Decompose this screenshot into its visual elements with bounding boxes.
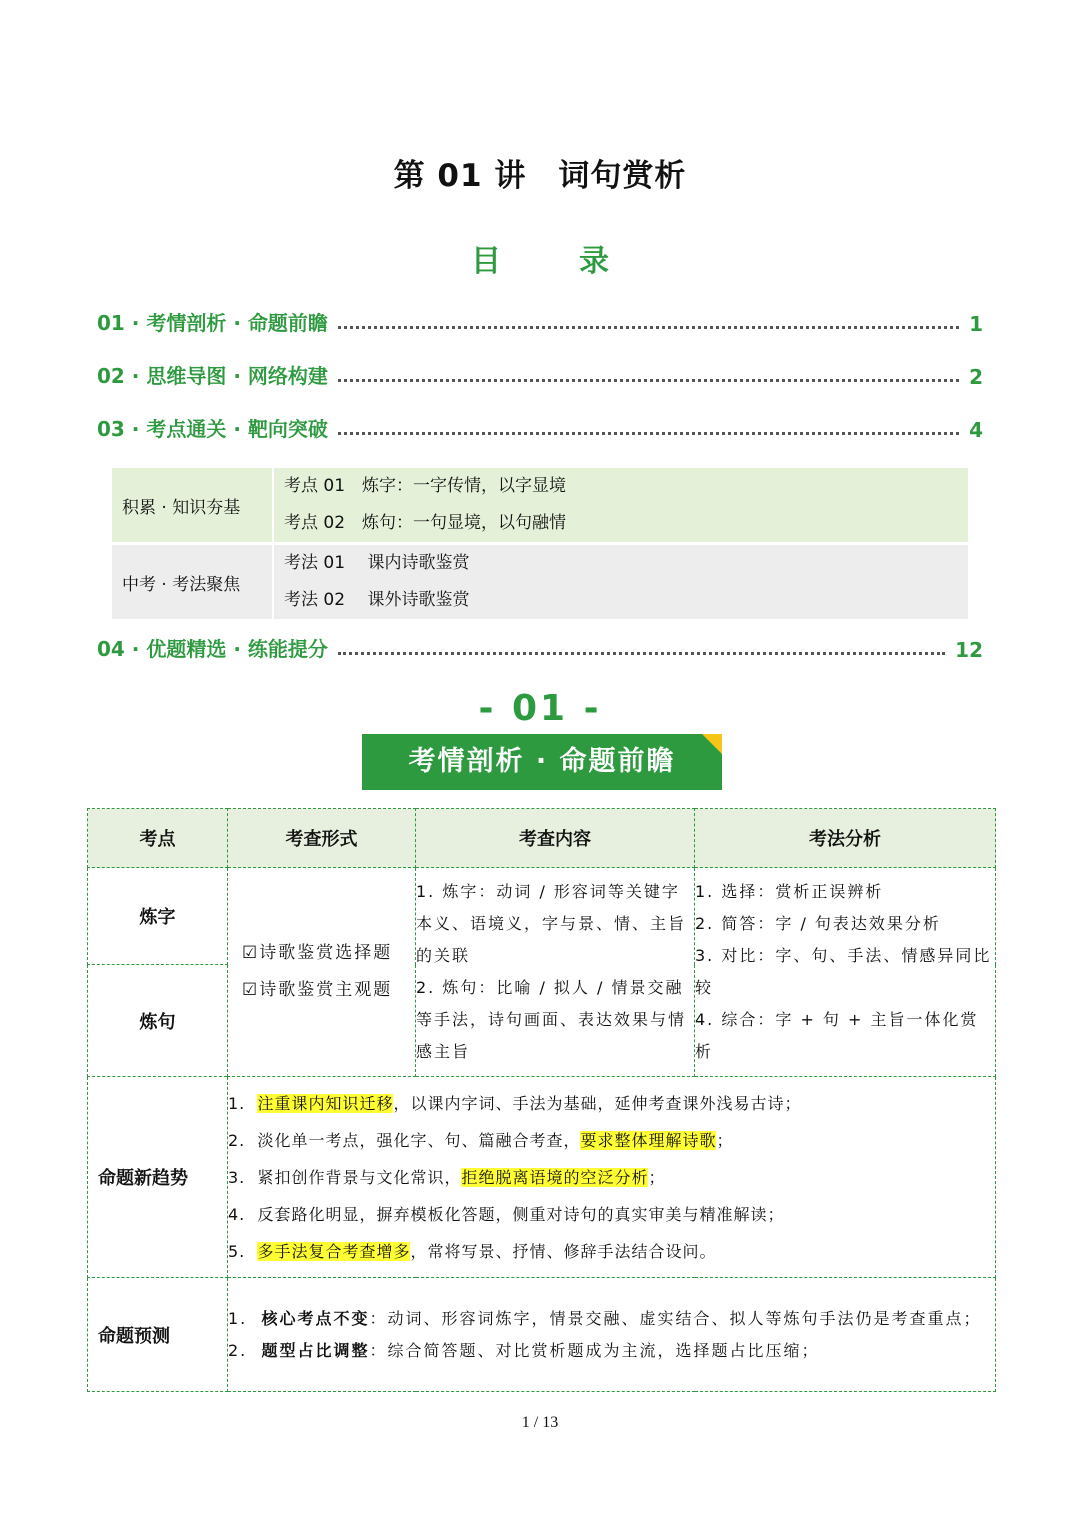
trend-highlight: 要求整体理解诗歌 [580,1130,717,1150]
form-item: ☑诗歌鉴赏主观题 [242,980,393,1000]
toc-entry-page: 2 [969,365,983,389]
table-row [88,868,996,965]
table-header: 考查形式 [228,809,416,868]
toc-entry-label: 02 · 思维导图 · 网络构建 [97,364,328,388]
table-header-row [88,809,996,868]
topic-cell: 炼句 [88,965,228,1077]
forms-cell [228,868,416,1077]
forecast-num: 2. [228,1340,248,1360]
toc-subitem[interactable]: 考法 02 课外诗歌鉴赏 [284,590,470,610]
trend-item [228,1122,995,1159]
trend-pre: 反套路化明显，摒弃模板化答题，侧重对诗句的真实审美与精准解读； [257,1204,785,1224]
toc-entry-01[interactable] [97,306,983,336]
toc-subitem[interactable]: 考点 02 炼句：一句显境，以句融情 [284,513,567,533]
section-number: - 01 - [478,688,602,729]
trend-rest: ； [716,1130,734,1150]
toc-entry-label: 03 · 考点通关 · 靶向突破 [97,417,328,441]
toc-entry-02[interactable] [97,359,983,389]
toc-subitem[interactable]: 考法 01 课内诗歌鉴赏 [284,553,470,573]
trend-highlight: 注重课内知识迁移 [257,1093,394,1113]
trend-highlight: 拒绝脱离语境的空泛分析 [461,1167,649,1187]
trend-item [228,1085,995,1122]
trend-num: 4. [228,1204,246,1224]
toc-leader-dots [338,379,959,382]
trend-item [228,1196,995,1233]
section-banner [362,734,722,790]
toc-entry-04[interactable] [97,632,983,662]
toc-subblock-items [272,468,968,542]
forecast-bold: 核心考点不变 [261,1308,370,1328]
toc-entry-03[interactable] [97,412,983,442]
content-item: 2. 炼句：比喻 / 拟人 / 情景交融等手法，诗句画面、表达效果与情感主旨 [416,978,687,1061]
banner-corner-decoration [702,734,722,754]
trend-num: 3. [228,1167,246,1187]
toc-entry-page: 4 [969,418,983,442]
trend-num: 2. [228,1130,246,1150]
trend-num: 1. [228,1093,246,1113]
forecast-label: 命题预测 [88,1278,228,1392]
forecast-rest: ：动词、形容词炼字，情景交融、虚实结合、拟人等炼句手法仍是考查重点； [369,1308,982,1328]
trend-label: 命题新趋势 [88,1077,228,1278]
toc-subblock-exam [112,545,968,619]
toc-entry-label: 01 · 考情剖析 · 命题前瞻 [97,311,328,335]
forecast-rest: ：综合简答题、对比赏析题成为主流，选择题占比压缩； [369,1340,820,1360]
page-title: 第 01 讲 词句赏析 [393,158,687,194]
section-banner-text: 考情剖析 · 命题前瞻 [408,746,676,777]
toc-leader-dots [338,326,959,329]
toc-heading: 目 录 [471,244,633,279]
forecast-num: 1. [228,1308,248,1328]
table-header: 考查内容 [416,809,695,868]
forecast-item [228,1303,995,1335]
analysis-item: 4. 综合：字 + 句 + 主旨一体化赏析 [695,1010,979,1061]
content-item: 1. 炼字：动词 / 形容词等关键字本义、语境义，字与景、情、主旨的关联 [416,882,687,965]
toc-leader-dots [338,652,945,655]
analysis-item: 3. 对比：字、句、手法、情感异同比较 [695,946,992,997]
forecast-cell [228,1278,996,1392]
trend-item [228,1233,995,1270]
forecast-item [228,1335,995,1367]
content-cell [416,868,695,1077]
toc-subitem[interactable]: 考点 01 炼字：一字传情，以字显境 [284,476,567,496]
toc-entry-page: 1 [969,312,983,336]
trend-num: 5. [228,1241,246,1261]
trends-cell [228,1077,996,1278]
toc-entry-label: 04 · 优题精选 · 练能提分 [97,637,328,661]
table-row-forecast [88,1278,996,1392]
trend-item [228,1159,995,1196]
table-row-trends [88,1077,996,1278]
analysis-cell [695,868,996,1077]
toc-subblock-category: 积累 · 知识夯基 [122,497,241,518]
trend-highlight: 多手法复合考查增多 [257,1241,411,1261]
table-header: 考点 [88,809,228,868]
trend-rest: ； [648,1167,666,1187]
toc-subblock-category: 中考 · 考法聚焦 [122,574,241,595]
trend-pre: 淡化单一考点，强化字、句、篇融合考查， [257,1130,581,1150]
page-number: 1 / 13 [521,1414,559,1431]
toc-entry-page: 12 [955,638,983,662]
trend-rest: ，常将写景、抒情、修辞手法结合设问。 [410,1241,717,1261]
analysis-item: 1. 选择：赏析正误辨析 [695,882,884,901]
exam-analysis-table [87,808,996,1392]
analysis-item: 2. 简答：字 / 句表达效果分析 [695,914,941,933]
forecast-bold: 题型占比调整 [261,1340,370,1360]
toc-subblock-items [272,545,968,619]
toc-subblock-accumulate [112,468,968,542]
trend-pre: 紧扣创作背景与文化常识， [257,1167,462,1187]
table-header: 考法分析 [695,809,996,868]
trend-rest: ，以课内字词、手法为基础，延伸考查课外浅易古诗； [393,1093,802,1113]
topic-cell: 炼字 [88,868,228,965]
toc-leader-dots [338,432,959,435]
form-item: ☑诗歌鉴赏选择题 [242,943,393,963]
